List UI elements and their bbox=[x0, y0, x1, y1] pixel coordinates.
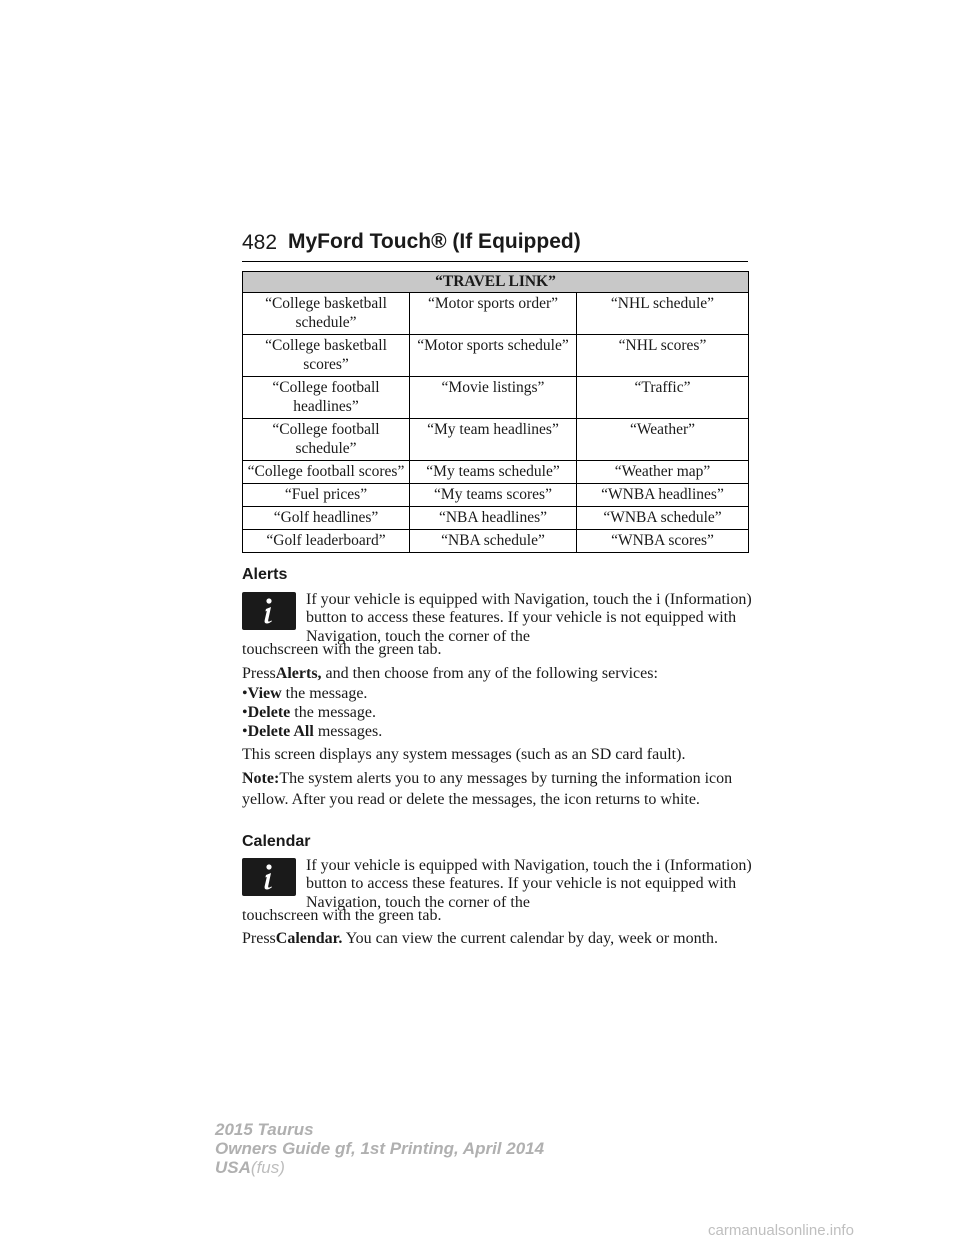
list-item: •Delete All messages. bbox=[242, 723, 383, 740]
footer-region-code: (fus) bbox=[250, 1158, 285, 1177]
table-cell: “Traffic” bbox=[577, 377, 749, 419]
footer-region-line bbox=[215, 1158, 544, 1177]
table-cell: “NBA headlines” bbox=[410, 507, 577, 530]
table-cell: “Fuel prices” bbox=[243, 484, 410, 507]
list-item: •View the message. bbox=[242, 685, 368, 702]
table-cell: “NHL scores” bbox=[577, 335, 749, 377]
calendar-heading: Calendar bbox=[242, 833, 311, 850]
alerts-intro-continued: touchscreen with the green tab. bbox=[242, 641, 442, 658]
table-cell: “My teams schedule” bbox=[410, 461, 577, 484]
calendar-intro: If your vehicle is equipped with Navigation, touch the i (Information) button to access these features. If your vehicle is not equipped with Navigation, touch the corner of the bbox=[306, 857, 752, 911]
table-cell: “NBA schedule” bbox=[410, 530, 577, 553]
table-cell: “College football schedule” bbox=[243, 419, 410, 461]
press-suffix: and then choose from any of the following services: bbox=[325, 665, 658, 682]
press-prefix: Press bbox=[242, 930, 276, 947]
table-cell: “WNBA headlines” bbox=[577, 484, 749, 507]
bullet-bold: Delete bbox=[247, 704, 291, 721]
table-row bbox=[243, 335, 749, 377]
bullet-bold: Delete All bbox=[247, 723, 314, 740]
alerts-button-label: Alerts, bbox=[275, 665, 322, 682]
alerts-note bbox=[242, 768, 752, 810]
table-row bbox=[243, 461, 749, 484]
note-label: Note: bbox=[242, 770, 280, 787]
bullet-text: the message. bbox=[294, 704, 376, 721]
page-header bbox=[242, 228, 748, 262]
info-icon bbox=[242, 858, 296, 896]
table-cell: “WNBA schedule” bbox=[577, 507, 749, 530]
table-cell: “Weather map” bbox=[577, 461, 749, 484]
alerts-screen-text: This screen displays any system messages (such as an SD card fault). bbox=[242, 746, 686, 763]
table-cell: “College football headlines” bbox=[243, 377, 410, 419]
press-suffix: You can view the current calendar by day, week or month. bbox=[345, 930, 719, 947]
bullet-text: messages. bbox=[317, 723, 383, 740]
list-item: •Delete the message. bbox=[242, 704, 376, 721]
table-cell: “Movie listings” bbox=[410, 377, 577, 419]
press-prefix: Press bbox=[242, 665, 276, 682]
note-text: The system alerts you to any messages by turning the information icon yellow. After you read or delete the messages, the icon returns to white. bbox=[242, 770, 733, 808]
calendar-intro-continued: touchscreen with the green tab. bbox=[242, 907, 442, 924]
bullet-text: the message. bbox=[285, 685, 368, 702]
alerts-press-text bbox=[242, 664, 752, 684]
page-footer bbox=[215, 1120, 544, 1177]
alerts-heading: Alerts bbox=[242, 566, 288, 583]
table-cell: “WNBA scores” bbox=[577, 530, 749, 553]
footer-model: 2015 Taurus bbox=[215, 1120, 314, 1139]
table-cell: “Weather” bbox=[577, 419, 749, 461]
travel-link-table bbox=[242, 271, 749, 553]
table-cell: “Motor sports order” bbox=[410, 293, 577, 335]
table-row bbox=[243, 293, 749, 335]
calendar-press-text bbox=[242, 929, 752, 949]
footer-guide: Owners Guide gf, 1st Printing, April 2014 bbox=[215, 1139, 545, 1158]
watermark: carmanualsonline.info bbox=[708, 1222, 854, 1239]
table-cell: “NHL schedule” bbox=[577, 293, 749, 335]
page-title: MyFord Touch® (If Equipped) bbox=[288, 230, 581, 253]
table-cell: “College basketball scores” bbox=[243, 335, 410, 377]
footer-region: USA bbox=[215, 1158, 251, 1177]
table-heading: “TRAVEL LINK” bbox=[243, 272, 749, 293]
table-cell: “Golf leaderboard” bbox=[243, 530, 410, 553]
alerts-intro: If your vehicle is equipped with Navigation, touch the i (Information) button to access these features. If your vehicle is not equipped with Navigation, touch the corner of the bbox=[306, 591, 752, 645]
table-row bbox=[243, 377, 749, 419]
bullet-bold: View bbox=[247, 685, 282, 702]
table-cell: “Golf headlines” bbox=[243, 507, 410, 530]
table-cell: “My team headlines” bbox=[410, 419, 577, 461]
info-icon bbox=[242, 592, 296, 630]
page-number: 482 bbox=[242, 231, 278, 254]
table-cell: “College basketball schedule” bbox=[243, 293, 410, 335]
table-cell: “My teams scores” bbox=[410, 484, 577, 507]
table-cell: “Motor sports schedule” bbox=[410, 335, 577, 377]
table-row bbox=[243, 530, 749, 553]
table-row bbox=[243, 484, 749, 507]
table-row bbox=[243, 419, 749, 461]
table-row bbox=[243, 507, 749, 530]
calendar-button-label: Calendar. bbox=[275, 930, 343, 947]
table-cell: “College football scores” bbox=[243, 461, 410, 484]
